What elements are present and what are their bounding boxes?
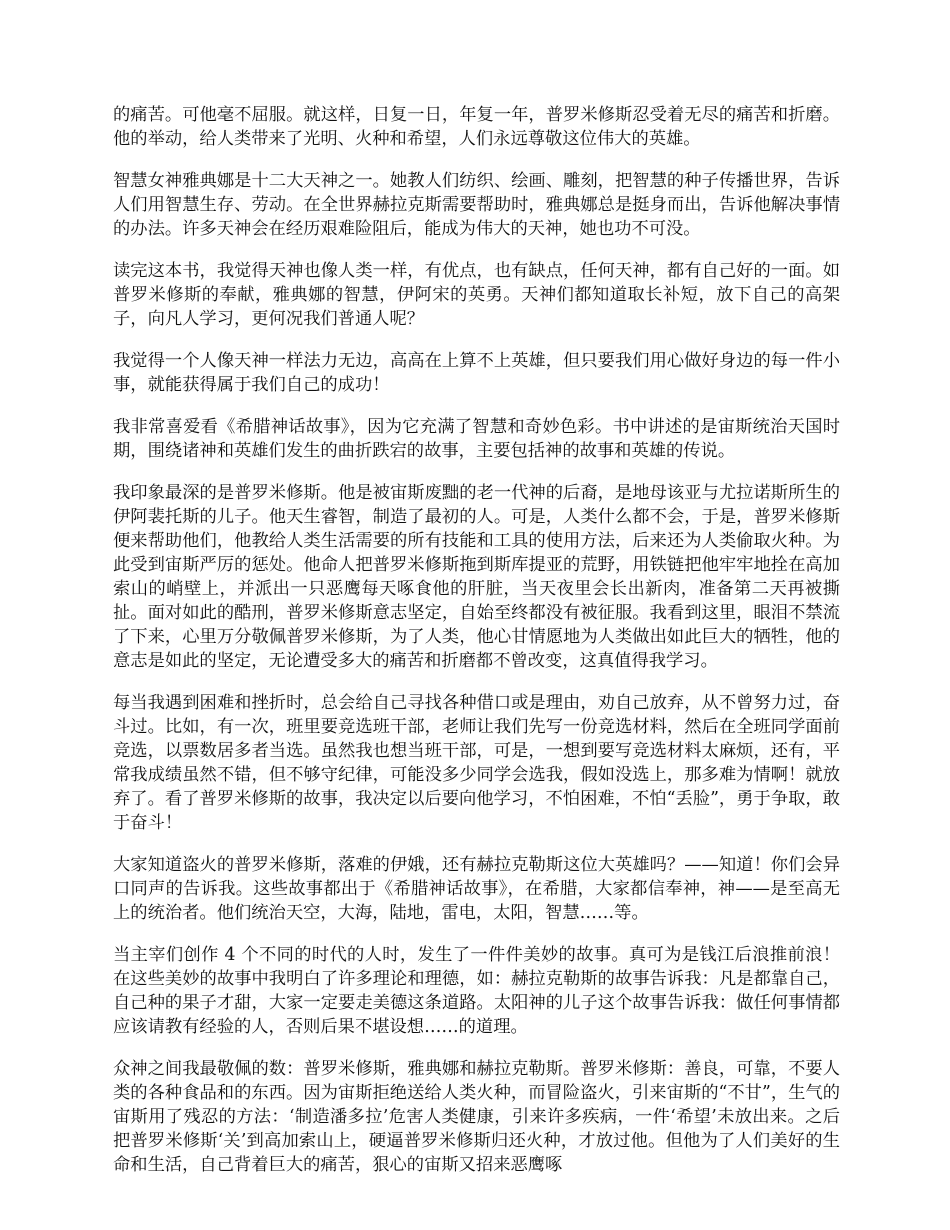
- paragraph-5: 我非常喜爱看《希腊神话故事》，因为它充满了智慧和奇妙色彩。书中讲述的是宙斯统治天国时期，围绕诸神和英雄们发生的曲折跌宕的故事，主要包括神的故事和英雄的传说。: [113, 417, 840, 461]
- document-body: [113, 103, 840, 1195]
- paragraph-9: 当主宰们创作 4 个不同的时代的人时，发生了一件件美妙的故事。真可为是钱江后浪推前浪！在这些美妙的故事中我明白了许多理论和理德，如：赫拉克勒斯的故事告诉我：凡是都靠自己，自己种的果子才甜，大家一定要走美德这条道路。太阳神的儿子这个故事告诉我：做任何事情都应该请教有经验的人，否则后果不堪设想……的道理。: [113, 945, 840, 1037]
- paragraph-3: 读完这本书，我觉得天神也像人类一样，有优点，也有缺点，任何天神，都有自己好的一面。如普罗米修斯的奉献，雅典娜的智慧，伊阿宋的英勇。天神们都知道取长补短，放下自己的高架子，向凡人学习，更何况我们普通人呢？: [113, 261, 840, 329]
- paragraph-1: 的痛苦。可他毫不屈服。就这样，日复一日，年复一年，普罗米修斯忍受着无尽的痛苦和折磨。他的举动，给人类带来了光明、火种和希望，人们永远尊敬这位伟大的英雄。: [113, 105, 840, 149]
- paragraph-4: 我觉得一个人像天神一样法力无边，高高在上算不上英雄，但只要我们用心做好身边的每一件小事，就能获得属于我们自己的成功！: [113, 351, 840, 395]
- paragraph-7: 每当我遇到困难和挫折时，总会给自己寻找各种借口或是理由，劝自己放弃，从不曾努力过，奋斗过。比如，有一次，班里要竞选班干部，老师让我们先写一份竞选材料，然后在全班同学面前竞选，以票数居多者当选。虽然我也想当班干部，可是，一想到要写竞选材料太麻烦，还有，平常我成绩虽然不错，但不够守纪律，可能没多少同学会选我，假如没选上，那多难为情啊！就放弃了。看了普罗米修斯的故事，我决定以后要向他学习，不怕困难，不怕“丢脸”，勇于争取，敢于奋斗！: [113, 693, 840, 833]
- paragraph-8: 大家知道盗火的普罗米修斯，落难的伊娥，还有赫拉克勒斯这位大英雄吗？——知道！你们会异口同声的告诉我。这些故事都出于《希腊神话故事》，在希腊，大家都信奉神，神——是至高无上的统治者。他们统治天空，大海，陆地，雷电，太阳，智慧……等。: [113, 855, 840, 923]
- paragraph-6: 我印象最深的是普罗米修斯。他是被宙斯废黜的老一代神的后裔，是地母该亚与尤拉诺斯所生的伊阿裴托斯的儿子。他天生睿智，制造了最初的人。可是，人类什么都不会，于是，普罗米修斯便来帮助他们，他教给人类生活需要的所有技能和工具的使用方法，后来还为人类偷取火种。为此受到宙斯严厉的惩处。他命人把普罗米修斯拖到斯库提亚的荒野，用铁链把他牢牢地拴在高加索山的峭壁上，并派出一只恶鹰每天啄食他的肝脏，当天夜里会长出新肉，准备第二天再被撕扯。面对如此的酷刑，普罗米修斯意志坚定，自始至终都没有被征服。我看到这里，眼泪不禁流了下来，心里万分敬佩普罗米修斯，为了人类，他心甘情愿地为人类做出如此巨大的牺牲，他的意志是如此的坚定，无论遭受多大的痛苦和折磨都不曾改变，这真值得我学习。: [113, 483, 840, 671]
- paragraph-2: 智慧女神雅典娜是十二大天神之一。她教人们纺织、绘画、雕刻，把智慧的种子传播世界，告诉人们用智慧生存、劳动。在全世界赫拉克斯需要帮助时，雅典娜总是挺身而出，告诉他解决事情的办法。许多天神会在经历艰难险阻后，能成为伟大的天神，她也功不可没。: [113, 171, 840, 239]
- paragraph-10: 众神之间我最敬佩的数：普罗米修斯，雅典娜和赫拉克勒斯。普罗米修斯：善良，可靠，不要人类的各种食品和的东西。因为宙斯拒绝送给人类火种，而冒险盗火，引来宙斯的“不甘”，生气的宙斯用了残忍的方法：‘制造潘多拉’危害人类健康，引来许多疾病，一件‘希望’未放出来。之后把普罗米修斯‘关’到高加索山上，硬逼普罗米修斯归还火种，才放过他。但他为了人们美好的生命和生活，自己背着巨大的痛苦，狠心的宙斯又招来恶鹰啄: [113, 1059, 840, 1175]
